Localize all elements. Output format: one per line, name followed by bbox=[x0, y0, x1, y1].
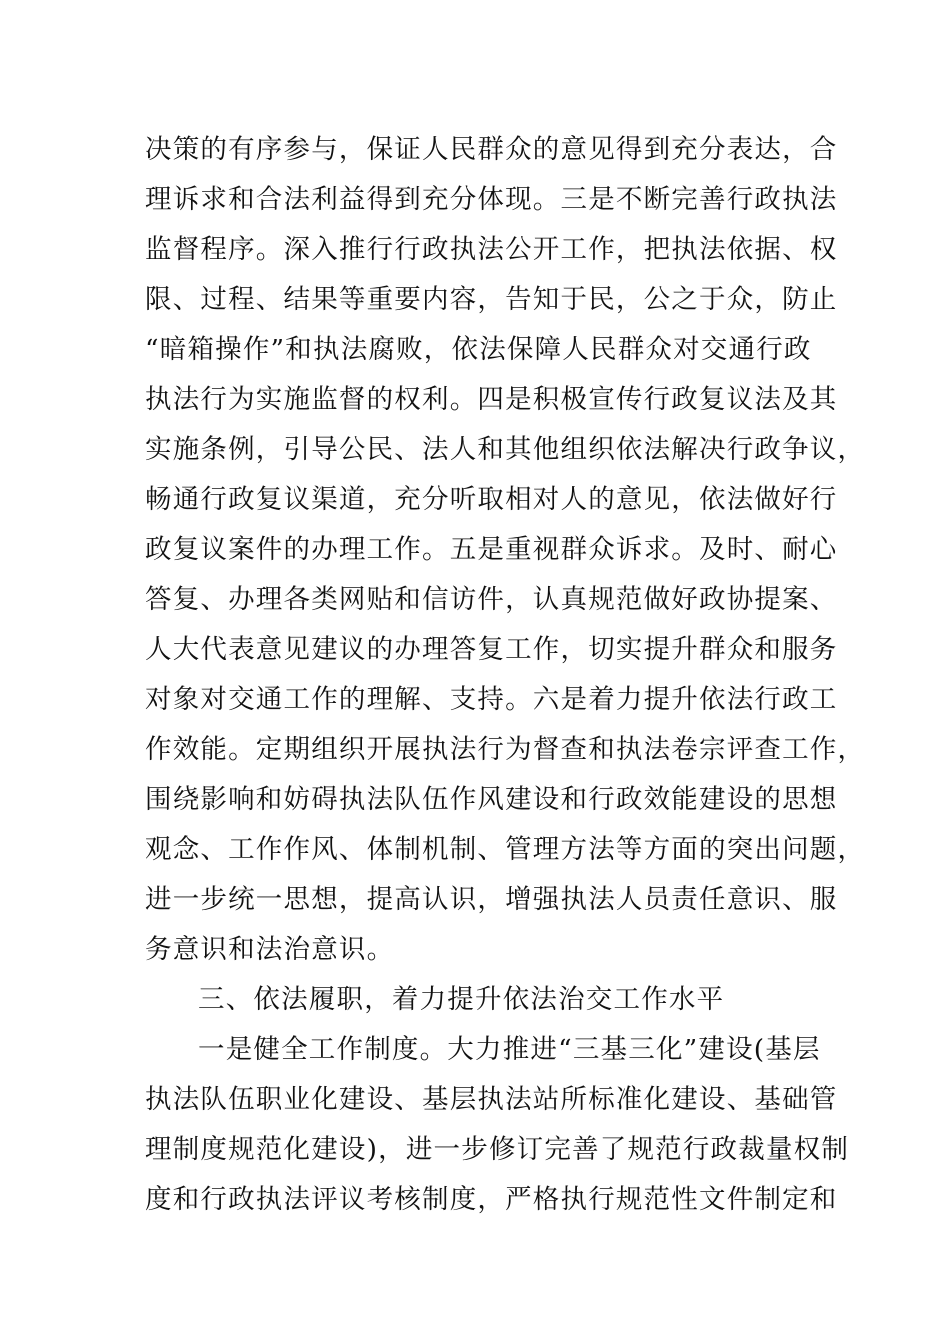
text-line: 政复议案件的办理工作。五是重视群众诉求。及时、耐心 bbox=[145, 534, 838, 565]
text-line: 畅通行政复议渠道，充分听取相对人的意见，依法做好行 bbox=[145, 484, 838, 515]
text-line: 作效能。定期组织开展执法行为督查和执法卷宗评查工作， bbox=[145, 734, 866, 765]
text-line: 实施条例，引导公民、法人和其他组织依法解决行政争议， bbox=[145, 434, 866, 465]
text-line: 度和行政执法评议考核制度，严格执行规范性文件制定和 bbox=[145, 1184, 838, 1215]
text-line: 监督程序。深入推行行政执法公开工作，把执法依据、权 bbox=[145, 234, 838, 265]
text-line: 限、过程、结果等重要内容，告知于民，公之于众，防止 bbox=[145, 284, 838, 315]
section-heading: 三、依法履职，着力提升依法治交工作水平 bbox=[198, 984, 725, 1015]
text-line: 进一步统一思想，提高认识，增强执法人员责任意识、服 bbox=[145, 884, 838, 915]
text-line: 理诉求和合法利益得到充分体现。三是不断完善行政执法 bbox=[145, 184, 838, 215]
text-line: 答复、办理各类网贴和信访件，认真规范做好政协提案、 bbox=[145, 584, 838, 615]
text-line: 观念、工作作风、体制机制、管理方法等方面的突出问题， bbox=[145, 834, 866, 865]
paragraph-first-line: 一是健全工作制度。大力推进“三基三化”建设(基层 bbox=[198, 1034, 821, 1065]
text-line: 理制度规范化建设)，进一步修订完善了规范行政裁量权制 bbox=[145, 1134, 850, 1165]
text-line: “暗箱操作”和执法腐败，依法保障人民群众对交通行政 bbox=[145, 334, 812, 365]
text-line: 对象对交通工作的理解、支持。六是着力提升依法行政工 bbox=[145, 684, 838, 715]
text-line: 人大代表意见建议的办理答复工作，切实提升群众和服务 bbox=[145, 634, 838, 665]
text-line: 围绕影响和妨碍执法队伍作风建设和行政效能建设的思想 bbox=[145, 784, 838, 815]
text-line: 执法行为实施监督的权利。四是积极宣传行政复议法及其 bbox=[145, 384, 838, 415]
text-line: 决策的有序参与，保证人民群众的意见得到充分表达，合 bbox=[145, 134, 838, 165]
text-line: 务意识和法治意识。 bbox=[145, 934, 395, 965]
text-line: 执法队伍职业化建设、基层执法站所标准化建设、基础管 bbox=[145, 1084, 838, 1115]
